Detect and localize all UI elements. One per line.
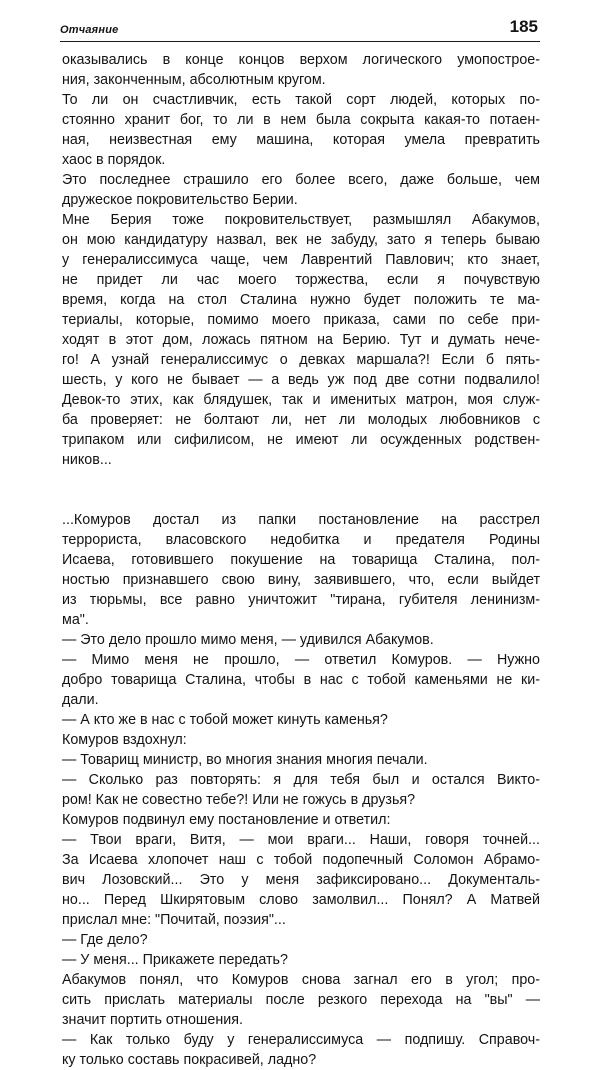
text-line: ку только составь покрасивей, ладно?	[62, 1052, 317, 1068]
text-line: ходят в этот дом, ложась пятном на Берию. Тут и думать нече-	[62, 332, 540, 348]
text-line: го! А узнай генералиссимус о девках маршала?! Если б пять-	[62, 352, 540, 368]
text-line: — Как только буду у генералиссимуса — подпишу. Справоч-	[62, 1032, 540, 1048]
text-line: териалы, которые, помимо моего приказа, сами по себе при-	[62, 312, 540, 328]
text-line: стоянно хранит бог, то ли в нем была сокрыта какая-то потаен-	[62, 112, 540, 128]
header-rule	[60, 41, 540, 42]
text-line: но... Перед Шкирятовым слово замолвил... Понял? А Матвей	[62, 892, 540, 908]
text-line: ния, законченным, абсолютным кругом.	[62, 72, 326, 88]
text-line: ма".	[62, 612, 89, 628]
text-line: — Где дело?	[62, 932, 148, 948]
text-line: террориста, власовского недобитка и предателя Родины	[62, 532, 540, 548]
text-line: То ли он счастливчик, есть такой сорт людей, которых по-	[62, 92, 540, 108]
text-line: трипаком или сифилисом, не имеют ли осужденных родствен-	[62, 432, 540, 448]
text-line: Абакумов понял, что Комуров снова загнал его в угол; про-	[62, 972, 540, 988]
section-break	[62, 470, 540, 510]
text-line: ба проверяет: не болтают ли, нет ли молодых любовников с	[62, 412, 540, 428]
text-line: вич Лозовский... Это у меня зафиксировано... Документаль-	[62, 872, 540, 888]
text-line: — Товарищ министр, во многия знания многия печали.	[62, 752, 428, 768]
text-line: ников...	[62, 452, 112, 468]
page-header	[60, 14, 540, 44]
text-line: Исаева, готовившего покушение на товарища Сталина, пол-	[62, 552, 540, 568]
text-line: добро товарища Сталина, чтобы в нас с тобой каменьями не ки-	[62, 672, 540, 688]
text-line: он мою кандидатуру назвал, век не забуду, зато я теперь бываю	[62, 232, 540, 248]
text-line: не придет ли час моего торжества, если я почувствую	[62, 272, 540, 288]
text-line: прислал мне: "Почитай, поэзия"...	[62, 912, 286, 928]
text-line: За Исаева хлопочет наш с тобой подопечный Соломон Абрамо-	[62, 852, 540, 868]
text-line: Комуров вздохнул:	[62, 732, 187, 748]
text-line: ная, неизвестная ему машина, которая умела превратить	[62, 132, 540, 148]
text-line: Комуров подвинул ему постановление и ответил:	[62, 812, 391, 828]
text-line: — А кто же в нас с тобой может кинуть каменья?	[62, 712, 388, 728]
text-line: Мне Берия тоже покровительствует, размышлял Абакумов,	[62, 212, 540, 228]
text-line: хаос в порядок.	[62, 152, 166, 168]
text-line: у генералиссимуса чаще, чем Лаврентий Павлович; кто знает,	[62, 252, 540, 268]
text-line: ром! Как не совестно тебе?! Или не гожусь в друзья?	[62, 792, 416, 808]
text-line: время, когда на стол Сталина нужно будет положить те ма-	[62, 292, 540, 308]
text-line: значит портить отношения.	[62, 1012, 243, 1028]
body-text	[62, 50, 540, 1070]
text-line: — Твои враги, Витя, — мои враги... Наши, говоря точней...	[62, 832, 540, 848]
text-line: оказывались в конце концов верхом логического умопострое-	[62, 52, 540, 68]
text-line: дали.	[62, 692, 99, 708]
page-number: 185	[509, 17, 538, 36]
text-line: ностью признавшего свою вину, заявившего, что, если выйдет	[62, 572, 540, 588]
running-head: Отчаяние	[60, 24, 119, 36]
text-line: шесть, у кого не бывает — а ведь уж под две сотни подвалило!	[62, 372, 540, 388]
text-line: дружеское покровительство Берии.	[62, 192, 298, 208]
text-line: — У меня... Прикажете передать?	[62, 952, 288, 968]
text-line: — Это дело прошло мимо меня, — удивился Абакумов.	[62, 632, 434, 648]
text-line: сить прислать материалы после резкого перехода на "вы" —	[62, 992, 540, 1008]
text-line: Девок-то этих, как блядушек, так и именитых матрон, моя служ-	[62, 392, 540, 408]
text-line: из тюрьмы, все равно уничтожит "тирана, губителя ленинизм-	[62, 592, 540, 608]
text-line: — Сколько раз повторять: я для тебя был и остался Викто-	[62, 772, 540, 788]
text-line: Это последнее страшило его более всего, даже больше, чем	[62, 172, 540, 188]
text-line: ...Комуров достал из папки постановление на расстрел	[62, 512, 540, 528]
text-line: — Мимо меня не прошло, — ответил Комуров. — Нужно	[62, 652, 540, 668]
